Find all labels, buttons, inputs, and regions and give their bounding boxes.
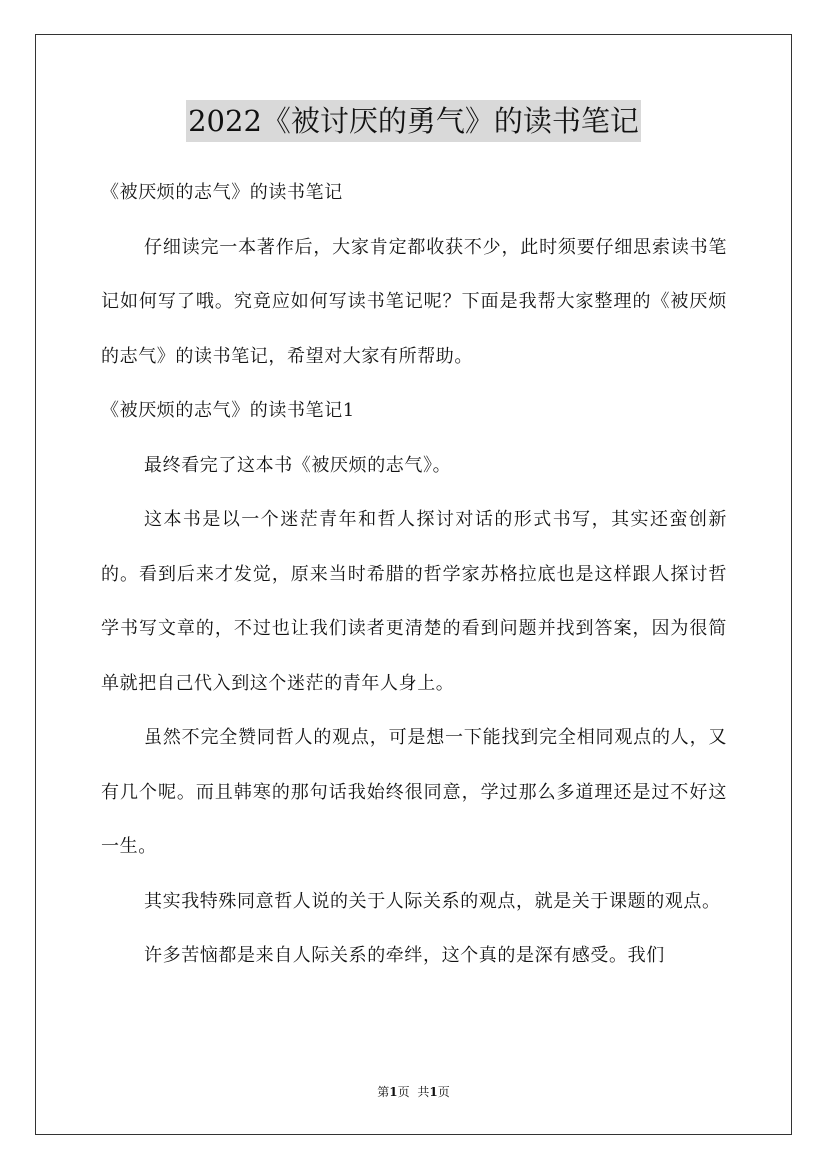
page-label-suffix: 页 bbox=[397, 1085, 410, 1099]
page-label-prefix: 第 bbox=[377, 1085, 390, 1099]
page-total-number: 1 bbox=[429, 1085, 438, 1099]
body-paragraph: 许多苦恼都是来自人际关系的牵绊，这个真的是深有感受。我们 bbox=[144, 945, 665, 966]
body-paragraph: 仔细读完一本著作后，大家肯定都收获不少，此时须要仔细思索读书笔记如何写了哦。究竟应如何写读书笔记呢？下面是我帮大家整理的《被厌烦的志气》的读书笔记，希望对大家有所帮助。 bbox=[101, 236, 727, 367]
document-body bbox=[101, 166, 727, 984]
title-container bbox=[0, 100, 827, 142]
body-paragraph: 虽然不完全赞同哲人的观点，可是想一下能找到完全相同观点的人，又有几个呢。而且韩寒的那句话我始终很同意，学过那么多道理还是过不好这一生。 bbox=[101, 727, 727, 857]
total-label-suffix: 页 bbox=[437, 1085, 450, 1099]
body-paragraph: 这本书是以一个迷茫青年和哲人探讨对话的形式书写，其实还蛮创新的。看到后来才发觉，原来当时希腊的哲学家苏格拉底也是这样跟人探讨哲学书写文章的，不过也让我们读者更清楚的看到问题并找到答案，因为很简单就把自己代入到这个迷茫的青年人身上。 bbox=[101, 509, 727, 694]
body-paragraph: 其实我特殊同意哲人说的关于人际关系的观点，就是关于课题的观点。 bbox=[144, 890, 721, 912]
body-paragraph: 最终看完了这本书《被厌烦的志气》。 bbox=[144, 454, 452, 476]
subtitle-line: 《被厌烦的志气》的读书笔记 bbox=[101, 182, 343, 203]
page-footer bbox=[0, 1084, 827, 1100]
document-title: 2022《被讨厌的勇气》的读书笔记 bbox=[186, 100, 641, 142]
page-current-number: 1 bbox=[389, 1085, 398, 1099]
section-heading: 《被厌烦的志气》的读书笔记1 bbox=[101, 400, 355, 421]
total-label-prefix: 共 bbox=[417, 1085, 430, 1099]
